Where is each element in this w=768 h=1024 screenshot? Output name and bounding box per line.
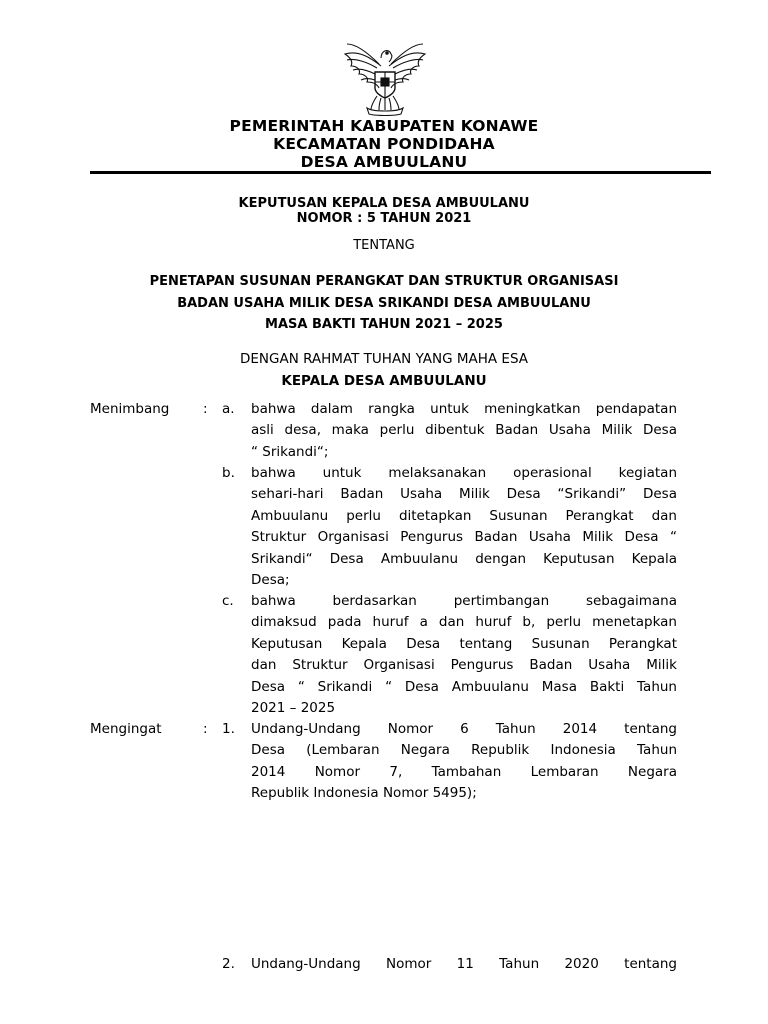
consideration-paragraph (251, 399, 677, 463)
header-divider (90, 171, 711, 174)
issuer: KEPALA DESA AMBUULANU (281, 373, 487, 389)
consideration-paragraph (251, 463, 677, 591)
header-government: PEMERINTAH KABUPATEN KONAWE (229, 117, 539, 135)
mengingat-colon: : (203, 721, 208, 737)
paragraph-line: asli desa, maka perlu dibentuk Badan Usaha Milik Desa (251, 422, 677, 439)
header-village: DESA AMBUULANU (300, 153, 468, 171)
paragraph-line: “ Srikandi“; (251, 443, 329, 460)
legal-basis-paragraph (251, 719, 677, 805)
paragraph-line: sehari-hari Badan Usaha Milik Desa “Srikandi” Desa (251, 486, 677, 503)
paragraph-line: bahwa untuk melaksanakan operasional kegiatan (251, 465, 677, 481)
mengingat-label: Mengingat (90, 721, 162, 737)
decree-subject-line: MASA BAKTI TAHUN 2021 – 2025 (265, 317, 503, 332)
paragraph-line: Ambuulanu perlu ditetapkan Susunan Perangkat dan (251, 507, 677, 524)
item-marker: 2. (222, 956, 235, 972)
garuda-emblem-icon (337, 36, 433, 116)
paragraph-line: 2021 – 2025 (251, 700, 336, 717)
item-marker: b. (222, 465, 235, 481)
paragraph-line: dimaksud pada huruf a dan huruf b, perlu menetapkan (251, 614, 677, 631)
preamble: DENGAN RAHMAT TUHAN YANG MAHA ESA (239, 351, 529, 367)
decree-number: NOMOR : 5 TAHUN 2021 (296, 211, 472, 226)
paragraph-line: Undang-Undang Nomor 11 Tahun 2020 tentang (251, 956, 677, 972)
paragraph-line: Struktur Organisasi Pengurus Badan Usaha Milik Desa “ (251, 529, 677, 546)
paragraph-line: dan Struktur Organisasi Pengurus Badan Usaha Milik (251, 657, 677, 674)
item-marker: c. (222, 593, 234, 609)
header-district: KECAMATAN PONDIDAHA (273, 135, 495, 153)
paragraph-line: Desa (Lembaran Negara Republik Indonesia Tahun (251, 742, 677, 759)
paragraph-line: Srikandi“ Desa Ambuulanu dengan Keputusan Kepala (251, 550, 677, 567)
paragraph-line: Republik Indonesia Nomor 5495); (251, 785, 477, 802)
paragraph-line: Desa “ Srikandi “ Desa Ambuulanu Masa Bakti Tahun (251, 678, 677, 695)
decree-title: KEPUTUSAN KEPALA DESA AMBUULANU (238, 196, 530, 211)
paragraph-line: Undang-Undang Nomor 6 Tahun 2014 tentang (251, 721, 677, 737)
legal-basis-paragraph (251, 954, 677, 975)
item-marker: 1. (222, 721, 235, 737)
paragraph-line: Keputusan Kepala Desa tentang Susunan Perangkat (251, 635, 677, 652)
menimbang-label: Menimbang (90, 401, 170, 417)
menimbang-colon: : (203, 401, 208, 417)
paragraph-line: 2014 Nomor 7, Tambahan Lembaran Negara (251, 763, 677, 780)
decree-subject-line: BADAN USAHA MILIK DESA SRIKANDI DESA AMBUULANU (177, 296, 591, 311)
item-marker: a. (222, 401, 235, 417)
paragraph-line: Desa; (251, 572, 290, 589)
decree-subject-line: PENETAPAN SUSUNAN PERANGKAT DAN STRUKTUR ORGANISASI (149, 274, 619, 289)
decree-about: TENTANG (353, 238, 415, 253)
paragraph-line: bahwa dalam rangka untuk meningkatkan pendapatan (251, 401, 677, 417)
paragraph-line: bahwa berdasarkan pertimbangan sebagaimana (251, 593, 677, 609)
consideration-paragraph (251, 591, 677, 719)
